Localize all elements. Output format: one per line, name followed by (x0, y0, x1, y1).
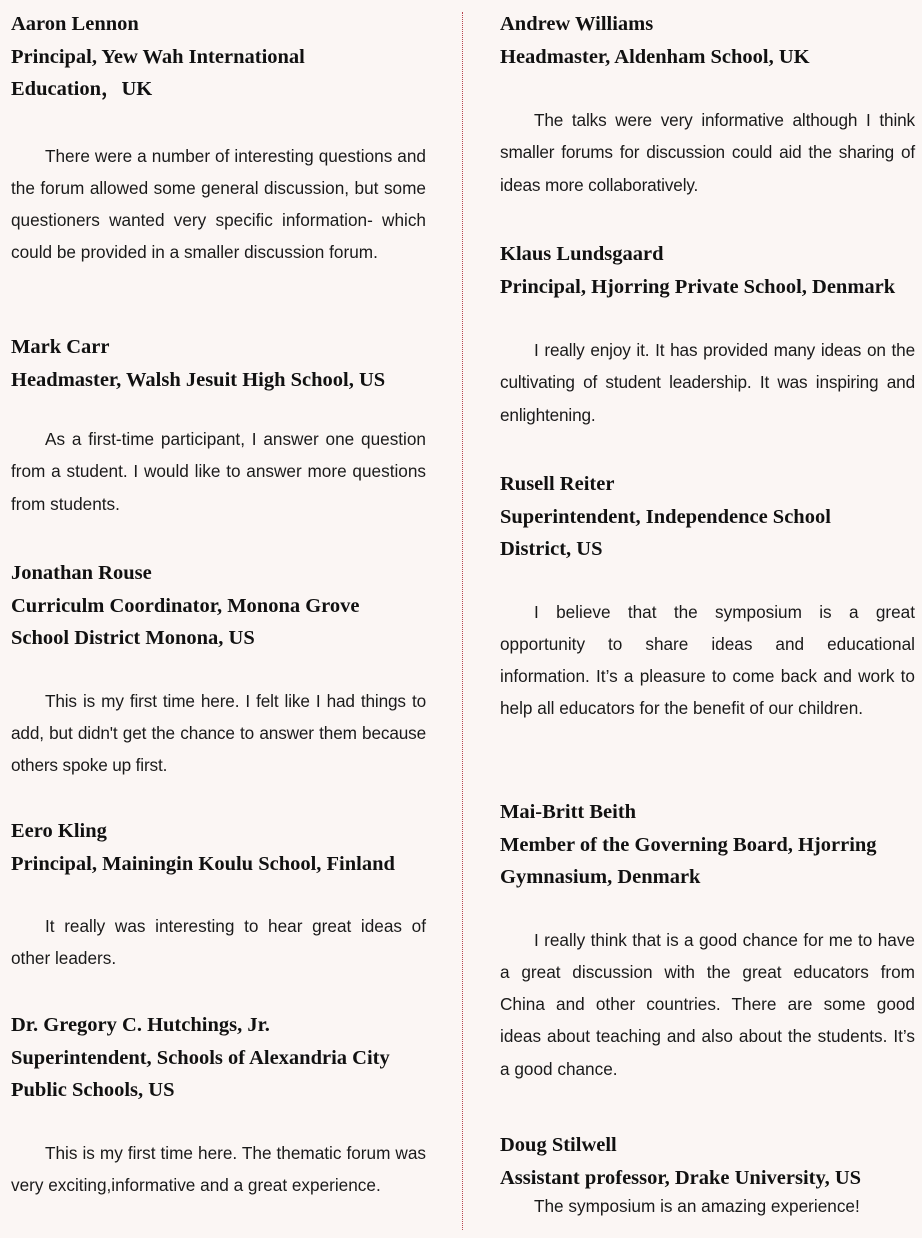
testimonial-quote: The symposium is an amazing experience! (534, 1196, 860, 1216)
testimonial-quote: I really think that is a good chance for me to have a great discussion with the great educators from China and other countries. There are some good ideas about teaching and also about the students. It’s a good chance. (500, 929, 915, 1079)
testimonial-entry (11, 331, 426, 520)
person-title: Headmaster, Walsh Jesuit High School, US (11, 368, 386, 391)
person-title: Member of the Governing Board, Hjorring Gymnasium, Denmark (500, 833, 877, 888)
testimonial-quote: There were a number of interesting questions and the forum allowed some general discussion, but some questioners wanted very specific information- which could be provided in a smaller discussion forum. (11, 145, 426, 263)
person-name: Rusell Reiter (500, 473, 615, 495)
testimonial-quote: I believe that the symposium is a great opportunity to share ideas and educational information. It’s a pleasure to come back and work to help all educators for the benefit of our children. (500, 601, 915, 719)
person-title: Assistant professor, Drake University, US (500, 1166, 862, 1189)
person-name: Mai-Britt Beith (500, 801, 637, 823)
person-title: Principal, Hjorring Private School, Denmark (500, 275, 896, 298)
testimonial-entry (500, 238, 915, 431)
testimonial-entry (11, 1009, 426, 1201)
person-name: Doug Stilwell (500, 1134, 617, 1156)
testimonial-entry (500, 1129, 915, 1222)
testimonial-entry (11, 815, 426, 975)
testimonial-entry (500, 796, 915, 1085)
testimonial-quote: It really was interesting to hear great ideas of other leaders. (11, 916, 426, 969)
person-title: Curriculm Coordinator, Monona Grove School District Monona, US (11, 594, 360, 649)
column-divider (462, 12, 463, 1230)
testimonial-quote: The talks were very informative although I think smaller forums for discussion could aid the sharing of ideas more collaboratively. (500, 110, 915, 195)
testimonial-quote: This is my first time here. The thematic forum was very exciting,informative and a great experience. (11, 1142, 426, 1195)
person-name: Mark Carr (11, 336, 110, 358)
person-name: Klaus Lundsgaard (500, 243, 664, 265)
testimonial-entry (500, 8, 915, 201)
testimonial-entry (500, 468, 915, 725)
person-title: Principal, Mainingin Koulu School, Finland (11, 852, 395, 875)
testimonial-quote: This is my first time here. I felt like I had things to add, but didn't get the chance to answer them because others spoke up first. (11, 690, 426, 776)
person-name: Jonathan Rouse (11, 562, 152, 584)
person-name: Eero Kling (11, 820, 107, 842)
person-name: Dr. Gregory C. Hutchings, Jr. (11, 1014, 270, 1036)
person-title: Headmaster, Aldenham School, UK (500, 45, 810, 68)
person-title: Principal, Yew Wah International Education，UK (11, 45, 305, 100)
testimonial-quote: As a first-time participant, I answer one question from a student. I would like to answer more questions from students. (11, 429, 426, 514)
person-name: Andrew Williams (500, 13, 654, 35)
testimonial-quote: I really enjoy it. It has provided many ideas on the cultivating of student leadership. It was inspiring and enlightening. (500, 340, 915, 425)
person-title: Superintendent, Schools of Alexandria City Public Schools, US (11, 1046, 390, 1101)
testimonial-entry (11, 8, 426, 269)
testimonial-entry (11, 557, 426, 781)
person-name: Aaron Lennon (11, 13, 139, 35)
person-title: Superintendent, Independence School District, US (500, 505, 831, 560)
